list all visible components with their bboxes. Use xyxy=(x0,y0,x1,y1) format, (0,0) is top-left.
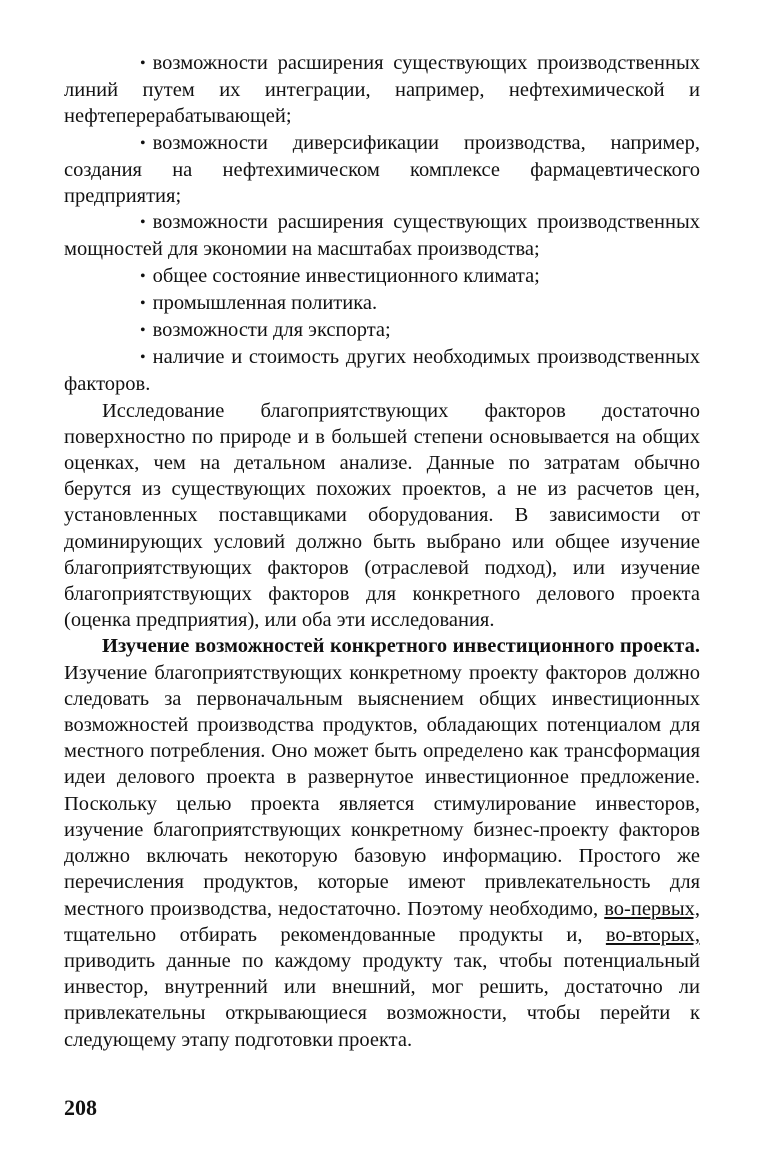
bullet-icon: • xyxy=(140,134,146,152)
paragraph: Исследование благоприятствующих факторов достаточно поверхностно по природе и в большей степени основывается на общих оценках, чем на детальном анализе. Данные по затратам обычно берутся из существующих похожих проектов, а не из расчетов цен, установленных поставщиками оборудования. В зависимости от доминирующих условий должно быть выбрано или общее изучение благоприятствующих факторов (отраслевой подход), или изучение благоприятствующих факторов для конкретного делового проекта (оценка предприятия), или оба эти исследования. xyxy=(64,399,700,632)
bullet-icon: • xyxy=(140,349,146,367)
bullet-item xyxy=(64,263,700,290)
bullet-item xyxy=(64,317,700,344)
paragraph xyxy=(64,633,700,1052)
bullet-item xyxy=(64,344,700,397)
bullet-item xyxy=(64,209,700,262)
bullet-text: наличие и стоимость других необходимых производственных факторов. xyxy=(64,346,700,396)
bullet-item xyxy=(64,290,700,317)
bullet-text: возможности расширения существующих производственных мощностей для экономии на масштабах производства; xyxy=(64,211,700,261)
page-number: 208 xyxy=(64,1095,97,1120)
bullet-icon: • xyxy=(140,322,146,340)
bullet-item xyxy=(64,130,700,210)
bullet-icon: • xyxy=(140,267,146,285)
bullet-text: общее состояние инвестиционного климата; xyxy=(152,264,540,287)
bullet-text: возможности для экспорта; xyxy=(152,319,391,342)
bullet-text: промышленная политика. xyxy=(152,291,378,314)
emphasis-first: во-первых, xyxy=(604,897,700,920)
section-heading: Изучение возможностей конкретного инвестиционного проекта. xyxy=(102,635,700,658)
bullet-text: возможности расширения существующих производственных линий путем их интеграции, например, нефтехимической и нефтеперерабатывающей; xyxy=(64,52,700,128)
bullet-icon: • xyxy=(140,294,146,312)
bullet-item xyxy=(64,50,700,130)
bullet-icon: • xyxy=(140,55,146,72)
bullet-text: возможности диверсификации производства, например, создания на нефтехимическом комплексе фармацевтического предприятия; xyxy=(64,131,700,208)
paragraph-text: тщательно отбирать рекомендованные продукты и, xyxy=(64,923,606,946)
paragraph-text: приводить данные по каждому продукту так, чтобы потенциальный инвестор, внутренний или внешний, мог решить, достаточно ли привлекательны открывающиеся возможности, чтобы перейти к следующему этапу подготовки проекта. xyxy=(64,949,700,1051)
emphasis-second: во-вторых, xyxy=(605,923,700,946)
page-body xyxy=(64,50,700,1053)
bullet-icon: • xyxy=(140,214,146,232)
paragraph-text: Изучение благоприятствующих конкретному проекту факторов должно следовать за первоначальным выяснением общих инвестиционных возможностей производства продуктов, обладающих потенциалом для местного потребления. Оно может быть определено как трансформация идеи делового проекта в развернутое инвестиционное предложение. Поскольку целью проекта является стимулирование инвесторов, изучение благоприятствующих конкретному бизнес-проекту факторов должно включать некоторую базовую информацию. Простого же перечисления продуктов, которые имеют привлекательность для местного производства, недостаточно. Поэтому необходимо, xyxy=(64,661,700,920)
